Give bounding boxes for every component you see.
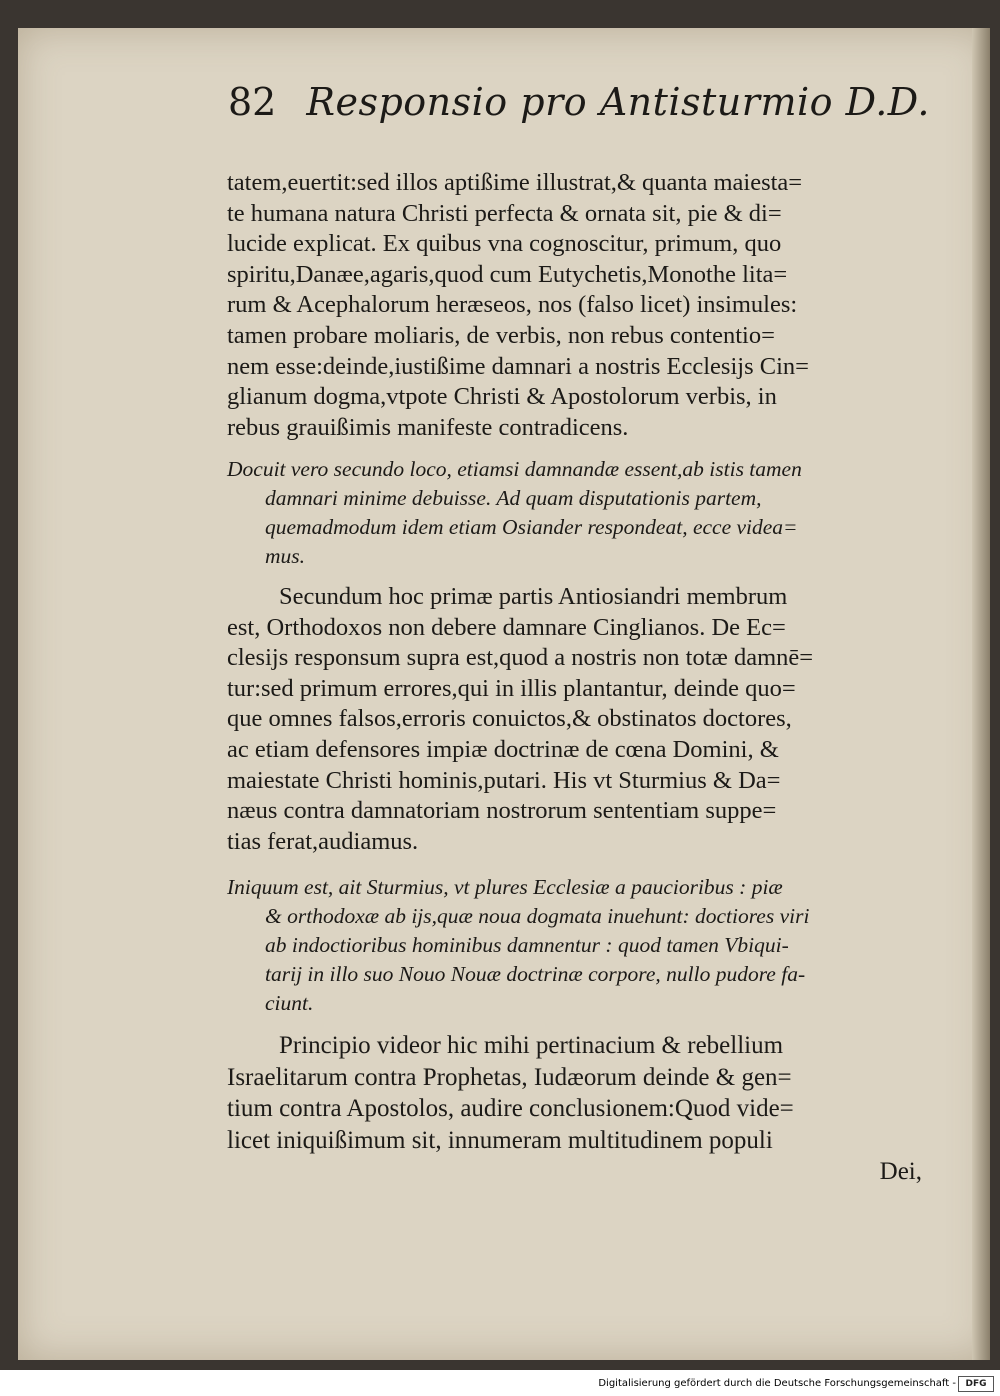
text-line: tamen probare moliaris, de verbis, non rebus contentio= [227,321,775,349]
text-line: tatem,euertit:sed illos aptißime illustrat,& quanta maiesta= [227,169,803,196]
text-line: tias ferat,audiamus. [227,827,419,855]
text-line: rum & Acephalorum heræseos, nos (falso licet) insimules: [227,291,798,319]
footer-bar [0,1370,1000,1396]
text-line: quemadmodum idem etiam Osiander respondeat, ecce videa= [265,515,798,539]
page-number: 82 [228,80,277,124]
text-line: & orthodoxæ ab ijs,quæ noua dogmata inuehunt: doctiores viri [265,904,810,928]
text-line: damnari minime debuisse. Ad quam disputationis partem, [265,486,762,510]
text-line: te humana natura Christi perfecta & ornata sit, pie & di= [227,199,782,227]
paragraph-1 [227,168,922,443]
paragraph-3 [227,582,922,857]
text-line: Principio videor hic mihi pertinacium & rebellium [279,1032,784,1059]
text-line: Israelitarum contra Prophetas, Iudæorum deinde & gen= [227,1063,792,1091]
text-line: ciunt. [265,991,314,1015]
text-line: rebus grauißimis manifeste contradicens. [227,413,629,441]
paragraph-4-quote [227,873,922,1018]
paragraph-5 [227,1030,922,1188]
text-line: spiritu,Danæe,agaris,quod cum Eutychetis,Monothe lita= [227,260,788,288]
text-line: tur:sed primum errores,qui in illis plantantur, deinde quo= [227,674,796,702]
page-header [228,80,930,124]
text-line: nem esse:deinde,iustißime damnari a nostris Ecclesijs Cin= [227,352,809,380]
text-line: est, Orthodoxos non debere damnare Cinglianos. De Ec= [227,613,786,641]
text-line: Secundum hoc primæ partis Antiosiandri membrum [279,583,788,610]
digitization-credit: Digitalisierung gefördert durch die Deutsche Forschungsgemeinschaft - [598,1378,956,1389]
catchword: Dei, [879,1158,922,1185]
page-edge [972,28,990,1360]
text-line: ac etiam defensores impiæ doctrinæ de cœna Domini, & [227,735,779,763]
text-line: glianum dogma,vtpote Christi & Apostolorum verbis, in [227,383,777,411]
text-line: Docuit vero secundo loco, etiamsi damnandæ essent,ab istis tamen [227,457,802,481]
text-line: tium contra Apostolos, audire conclusionem:Quod vide= [227,1095,794,1122]
text-line: clesijs responsum supra est,quod a nostris non totæ damnē= [227,644,814,672]
paragraph-2-quote [227,455,922,571]
text-line: maiestate Christi hominis,putari. His vt Sturmius & Da= [227,766,781,794]
text-line: næus contra damnatoriam nostrorum sententiam suppe= [227,797,777,825]
text-line: licet iniquißimum sit, innumeram multitudinem populi [227,1126,773,1154]
text-line: que omnes falsos,erroris conuictos,& obstinatos doctores, [227,705,792,733]
text-line: tarij in illo suo Nouo Nouæ doctrinæ corpore, nullo pudore fa- [265,962,806,986]
running-title: Responsio pro Antisturmio D.D. [306,80,930,124]
text-line: mus. [265,544,306,568]
text-line: ab indoctioribus hominibus damnentur : quod tamen Vbiqui- [265,933,789,957]
text-line: lucide explicat. Ex quibus vna cognoscitur, primum, quo [227,230,782,258]
text-line: Iniquum est, ait Sturmius, vt plures Ecclesiæ a paucioribus : piæ [227,875,783,899]
dfg-logo-icon: DFG [958,1376,994,1392]
